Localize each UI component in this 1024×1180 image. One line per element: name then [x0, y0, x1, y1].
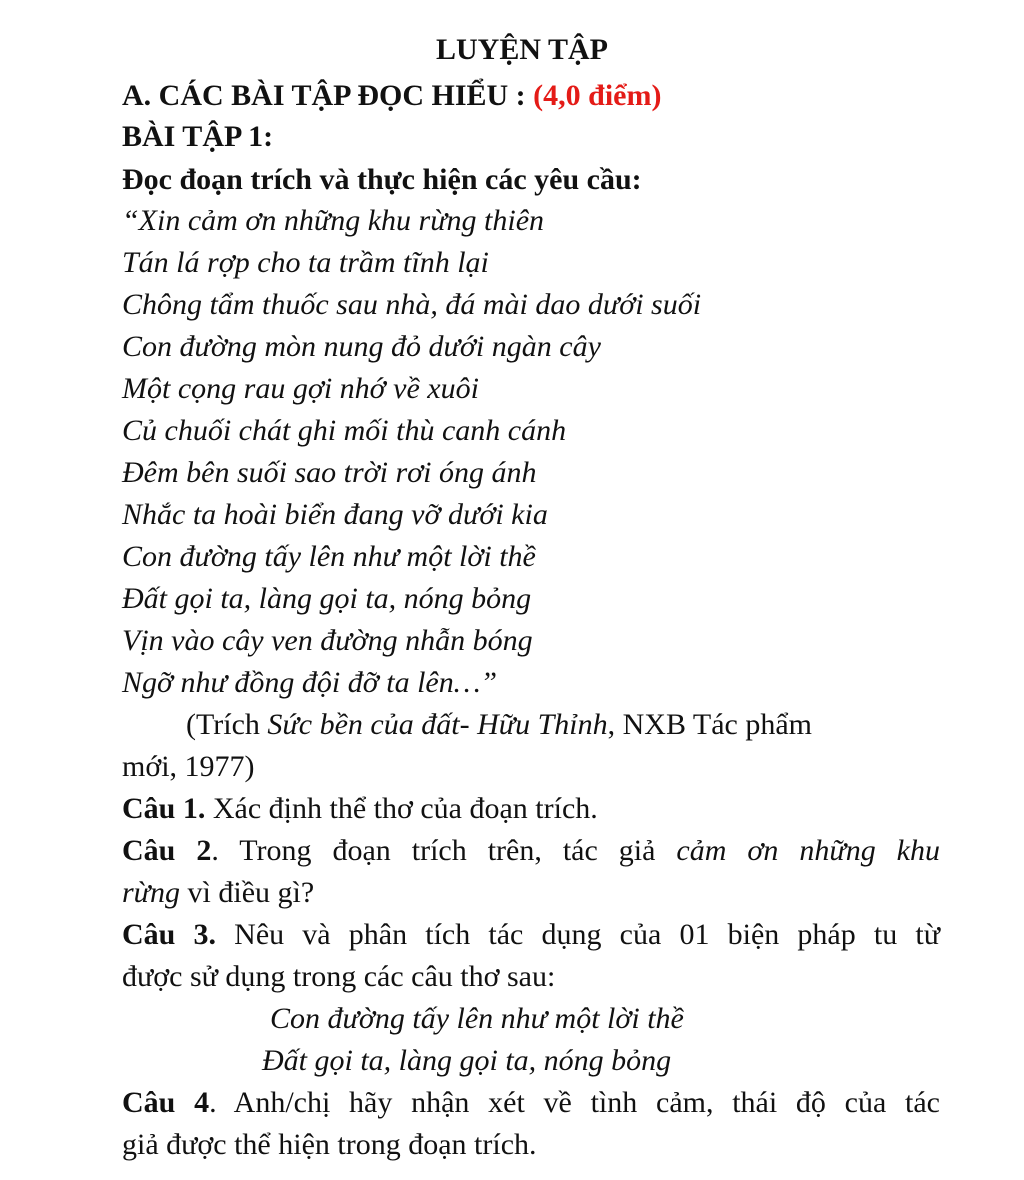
- poem-line: Chông tẩm thuốc sau nhà, đá mài dao dưới suối: [122, 288, 702, 321]
- page-title: LUYỆN TẬP: [436, 33, 608, 66]
- source-citation-line2: mới, 1977): [122, 750, 255, 783]
- question-2-text: . Trong đoạn trích trên, tác giả: [211, 834, 677, 867]
- question-2-text-end: vì điều gì?: [180, 876, 315, 909]
- poem-line: “Xin cảm ơn những khu rừng thiên: [122, 204, 545, 237]
- question-1-label: Câu 1.: [122, 792, 206, 825]
- question-2-label: Câu 2: [122, 834, 212, 867]
- poem-line: Đêm bên suối sao trời rơi óng ánh: [122, 456, 537, 489]
- question-2-line2: [122, 872, 314, 914]
- question-3-verse: Đất gọi ta, làng gọi ta, nóng bỏng: [262, 1044, 672, 1077]
- poem-line: Đất gọi ta, làng gọi ta, nóng bỏng: [122, 582, 532, 615]
- citation-work: Sức bền của đất: [267, 708, 460, 741]
- question-2-quote-end: rừng: [122, 876, 181, 909]
- source-citation: [186, 704, 812, 746]
- citation-publisher: , NXB Tác phẩm: [607, 708, 813, 741]
- poem-line: Một cọng rau gợi nhớ về xuôi: [122, 372, 479, 405]
- citation-prefix: (Trích: [186, 708, 268, 741]
- instruction: Đọc đoạn trích và thực hiện các yêu cầu:: [122, 163, 642, 196]
- question-4-text: . Anh/chị hãy nhận xét về tình cảm, thái độ của tác: [209, 1086, 940, 1119]
- question-2: [122, 830, 940, 872]
- question-1-text: Xác định thể thơ của đoạn trích.: [205, 792, 598, 825]
- poem-line: Ngỡ như đồng đội đỡ ta lên…”: [122, 666, 498, 699]
- poem-line: Củ chuối chát ghi mối thù canh cánh: [122, 414, 567, 447]
- section-points: (4,0 điểm): [533, 79, 662, 112]
- question-4-label: Câu 4: [122, 1086, 210, 1119]
- exercise-heading: BÀI TẬP 1:: [122, 120, 274, 153]
- question-1: [122, 788, 598, 830]
- citation-author: Hữu Thỉnh: [477, 708, 608, 741]
- poem-line: Vịn vào cây ven đường nhẫn bóng: [122, 624, 533, 657]
- question-4-line2: giả được thể hiện trong đoạn trích.: [122, 1128, 537, 1161]
- question-3-verse: Con đường tấy lên như một lời thề: [270, 1002, 684, 1035]
- question-3-text: Nêu và phân tích tác dụng của 01 biện pháp tu từ: [216, 918, 940, 951]
- question-3: [122, 914, 940, 956]
- question-4: [122, 1082, 940, 1124]
- section-heading: [122, 75, 661, 117]
- question-2-quote: cảm ơn những khu: [676, 834, 940, 867]
- section-label: A. CÁC BÀI TẬP ĐỌC HIỂU :: [122, 79, 534, 112]
- citation-dash: -: [459, 708, 478, 741]
- poem-line: Con đường mòn nung đỏ dưới ngàn cây: [122, 330, 601, 363]
- question-3-line2: được sử dụng trong các câu thơ sau:: [122, 960, 556, 993]
- poem-line: Nhắc ta hoài biển đang vỡ dưới kia: [122, 498, 548, 531]
- poem-line: Tán lá rợp cho ta trầm tĩnh lại: [122, 246, 489, 279]
- question-3-label: Câu 3.: [122, 918, 217, 951]
- poem-line: Con đường tấy lên như một lời thề: [122, 540, 536, 573]
